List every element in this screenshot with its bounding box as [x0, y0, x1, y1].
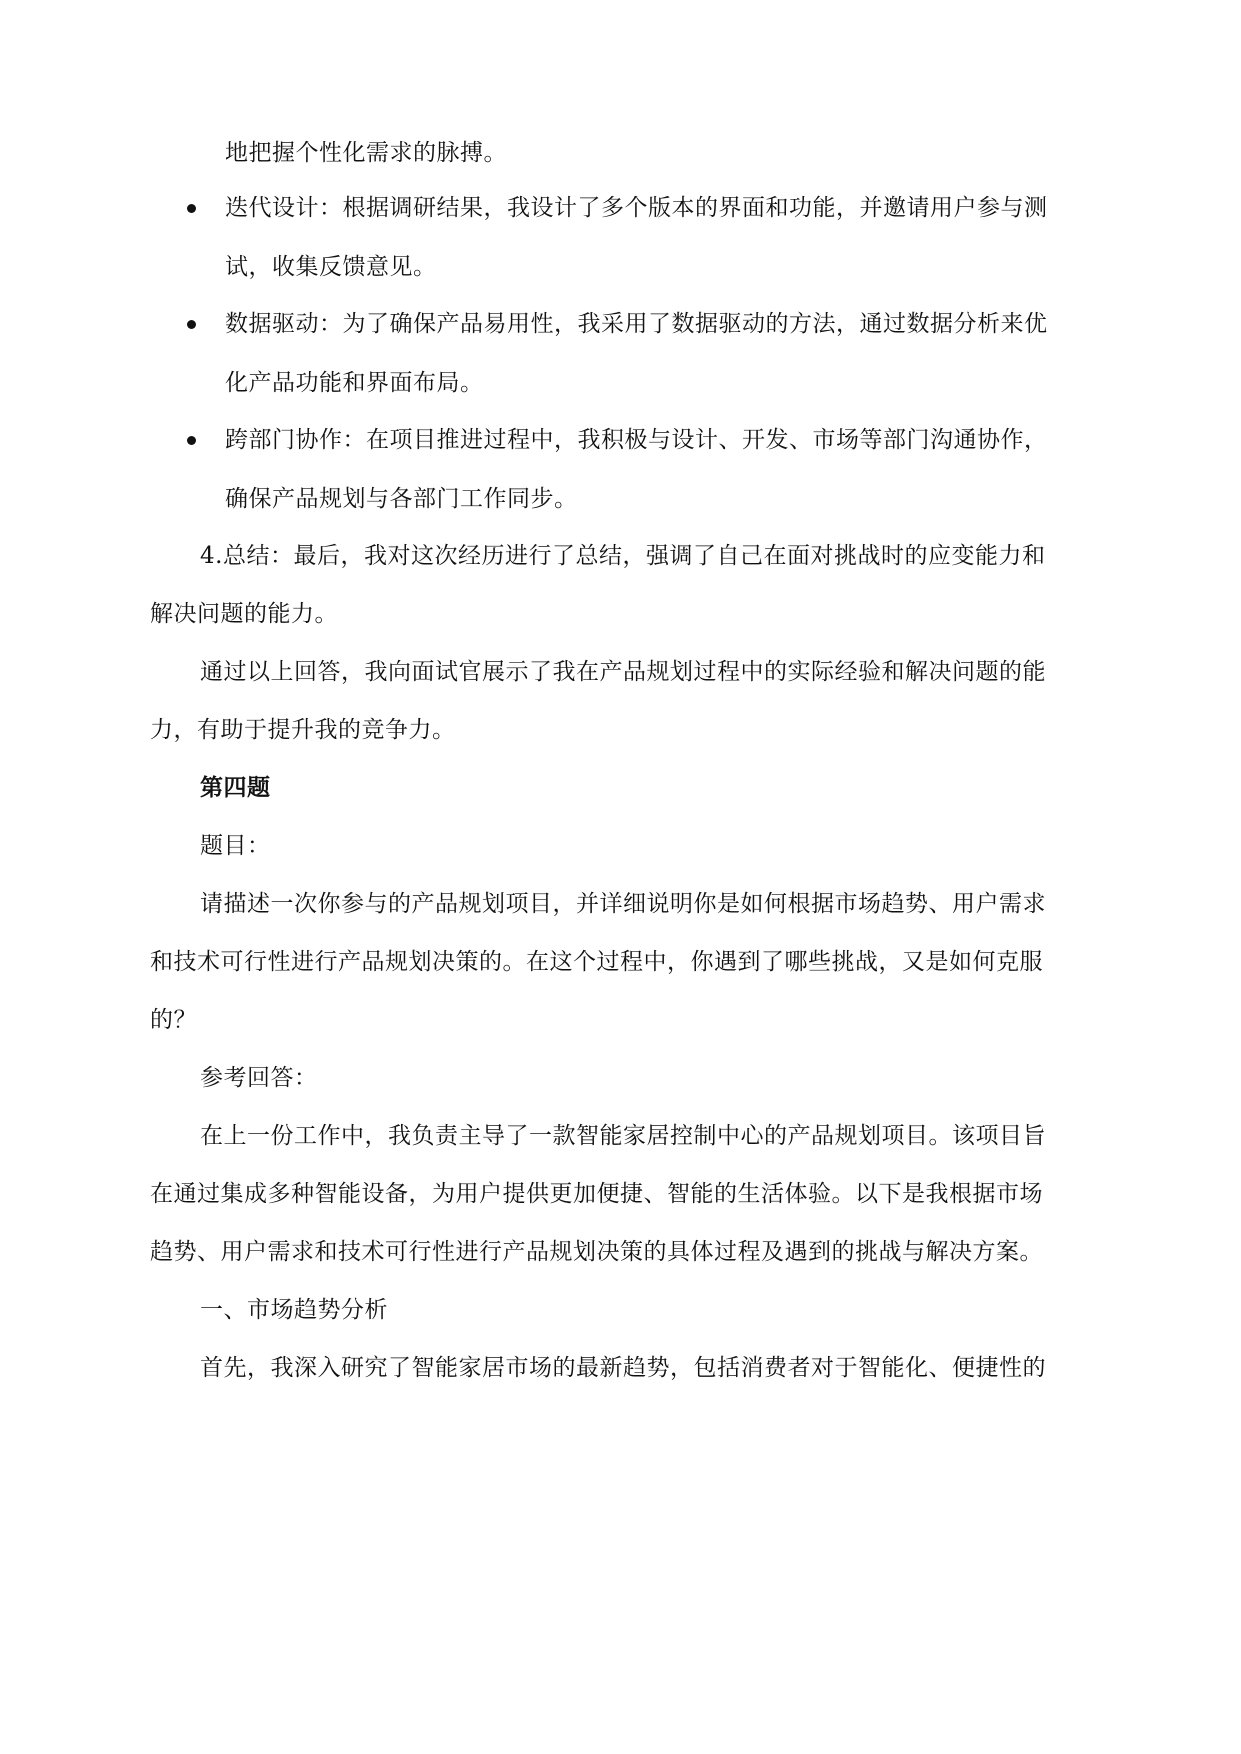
- bullet-dot-icon: [187, 204, 196, 213]
- summary-line-1: 4.总结：最后，我对这次经历进行了总结，强调了自己在面对挑战时的应变能力和: [200, 543, 1046, 569]
- answer-line-2: 在通过集成多种智能设备，为用户提供更加便捷、智能的生活体验。以下是我根据市场: [150, 1181, 1043, 1207]
- answer-line-1: 在上一份工作中，我负责主导了一款智能家居控制中心的产品规划项目。该项目旨: [200, 1123, 1046, 1149]
- question-line-3: 的？: [150, 1007, 197, 1033]
- subsection-title: 一、市场趋势分析: [200, 1297, 388, 1323]
- question-line-1: 请描述一次你参与的产品规划项目，并详细说明你是如何根据市场趋势、用户需求: [200, 891, 1046, 917]
- bullet-dot-icon: [187, 436, 196, 445]
- bullet-item-2-line-1: 数据驱动：为了确保产品易用性，我采用了数据驱动的方法，通过数据分析来优: [225, 311, 1048, 337]
- conclusion-line-2: 力，有助于提升我的竞争力。: [150, 717, 456, 743]
- conclusion-line-1: 通过以上回答，我向面试官展示了我在产品规划过程中的实际经验和解决问题的能: [200, 659, 1046, 685]
- section-title: 第四题: [200, 774, 271, 801]
- question-label: 题目：: [200, 833, 271, 859]
- market-analysis-line-1: 首先，我深入研究了智能家居市场的最新趋势，包括消费者对于智能化、便捷性的: [200, 1355, 1046, 1381]
- paragraph-line: 地把握个性化需求的脉搏。: [225, 140, 507, 166]
- bullet-item-3-line-1: 跨部门协作：在项目推进过程中，我积极与设计、开发、市场等部门沟通协作，: [225, 427, 1048, 453]
- question-line-2: 和技术可行性进行产品规划决策的。在这个过程中，你遇到了哪些挑战，又是如何克服: [150, 949, 1043, 975]
- bullet-item-1-line-2: 试，收集反馈意见。: [225, 254, 437, 280]
- bullet-item-3-line-2: 确保产品规划与各部门工作同步。: [225, 486, 578, 512]
- answer-label: 参考回答：: [200, 1065, 318, 1091]
- bullet-item-1-line-1: 迭代设计：根据调研结果，我设计了多个版本的界面和功能，并邀请用户参与测: [225, 195, 1048, 221]
- summary-line-2: 解决问题的能力。: [150, 601, 338, 627]
- bullet-dot-icon: [187, 320, 196, 329]
- bullet-item-2-line-2: 化产品功能和界面布局。: [225, 370, 484, 396]
- answer-line-3: 趋势、用户需求和技术可行性进行产品规划决策的具体过程及遇到的挑战与解决方案。: [150, 1239, 1043, 1265]
